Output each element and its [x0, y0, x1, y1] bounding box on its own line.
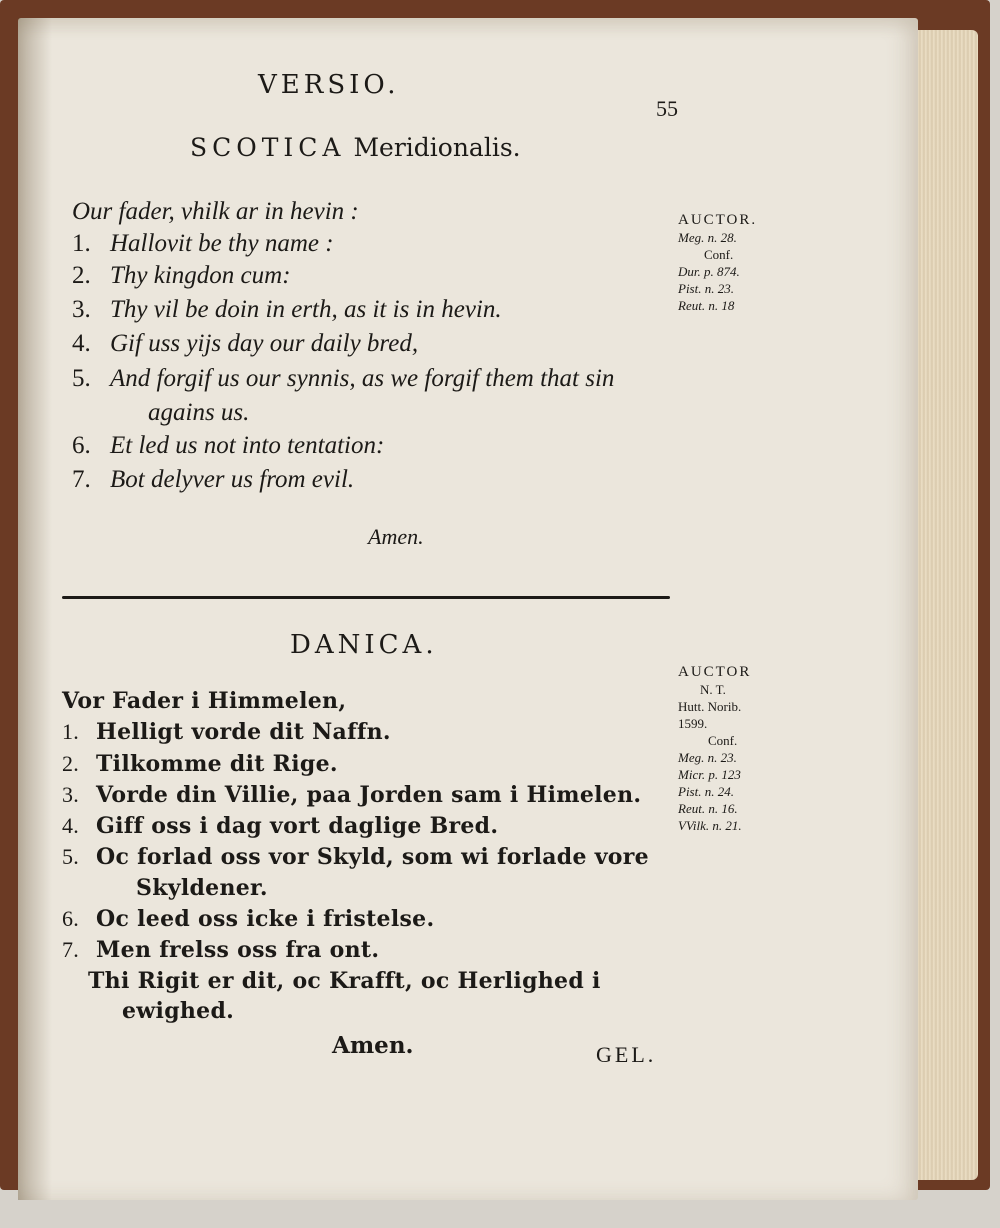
section-title-danica: DANICA.: [290, 630, 438, 660]
danica-line: Skyldener.: [136, 875, 268, 901]
danica-doxology: Thi Rigit er dit, oc Krafft, oc Herlighed i: [88, 968, 601, 994]
spine-shadow: [18, 18, 52, 1200]
auctor-heading: AUCTOR.: [678, 212, 758, 228]
scotica-amen: Amen.: [368, 524, 424, 549]
scotica-line: 3. Thy vil be doin in erth, as it is in hevin.: [72, 296, 502, 323]
book-page: [18, 18, 918, 1200]
danica-auctor-note: AUCTOR N. T. Hutt. Norib. 1599. Conf. Meg. n. 23. Micr. p. 123 Pist. n. 24. Reut. n. 16. VVilk. n. 21.: [678, 664, 752, 833]
danica-line: 5. Oc forlad oss vor Skyld, som wi forlade vore: [62, 844, 649, 870]
scotica-line: 7. Bot delyver us from evil.: [72, 466, 355, 493]
scotica-line: 2. Thy kingdon cum:: [72, 262, 291, 289]
scotica-line: 6. Et led us not into tentation:: [72, 432, 385, 459]
catchword: GEL.: [596, 1042, 657, 1067]
danica-line: 7. Men frelss oss fra ont.: [62, 937, 380, 963]
danica-line: 4. Giff oss i dag vort daglige Bred.: [62, 813, 499, 839]
danica-line: 1. Helligt vorde dit Naffn.: [62, 719, 391, 745]
scotica-title-caps: SCOTICA: [190, 133, 346, 162]
danica-line: 2. Tilkomme dit Rige.: [62, 751, 338, 777]
scotica-line: 1. Hallovit be thy name :: [72, 230, 334, 257]
danica-line: 6. Oc leed oss icke i fristelse.: [62, 906, 435, 932]
scotica-auctor-note: AUCTOR. Meg. n. 28. Conf. Dur. p. 874. Pist. n. 23. Reut. n. 18: [678, 212, 758, 313]
scotica-line: 5. And forgif us our synnis, as we forgif them that sin: [72, 365, 615, 392]
danica-amen: Amen.: [332, 1032, 414, 1059]
danica-line: 3. Vorde din Villie, paa Jorden sam i Himelen.: [62, 782, 642, 808]
page-number: 55: [656, 96, 678, 121]
running-head: VERSIO.: [258, 70, 400, 100]
auctor-heading: AUCTOR: [678, 664, 752, 680]
section-divider: [62, 596, 670, 599]
danica-doxology: ewighed.: [122, 998, 235, 1024]
scotica-line: agains us.: [148, 399, 250, 426]
section-title-scotica: [190, 133, 521, 162]
scotica-opening: Our fader, vhilk ar in hevin :: [72, 198, 359, 225]
danica-opening: Vor Fader i Himmelen,: [62, 688, 347, 714]
scotica-line: 4. Gif uss yijs day our daily bred,: [72, 330, 419, 357]
scotica-title-rest: Meridionalis.: [353, 133, 521, 162]
